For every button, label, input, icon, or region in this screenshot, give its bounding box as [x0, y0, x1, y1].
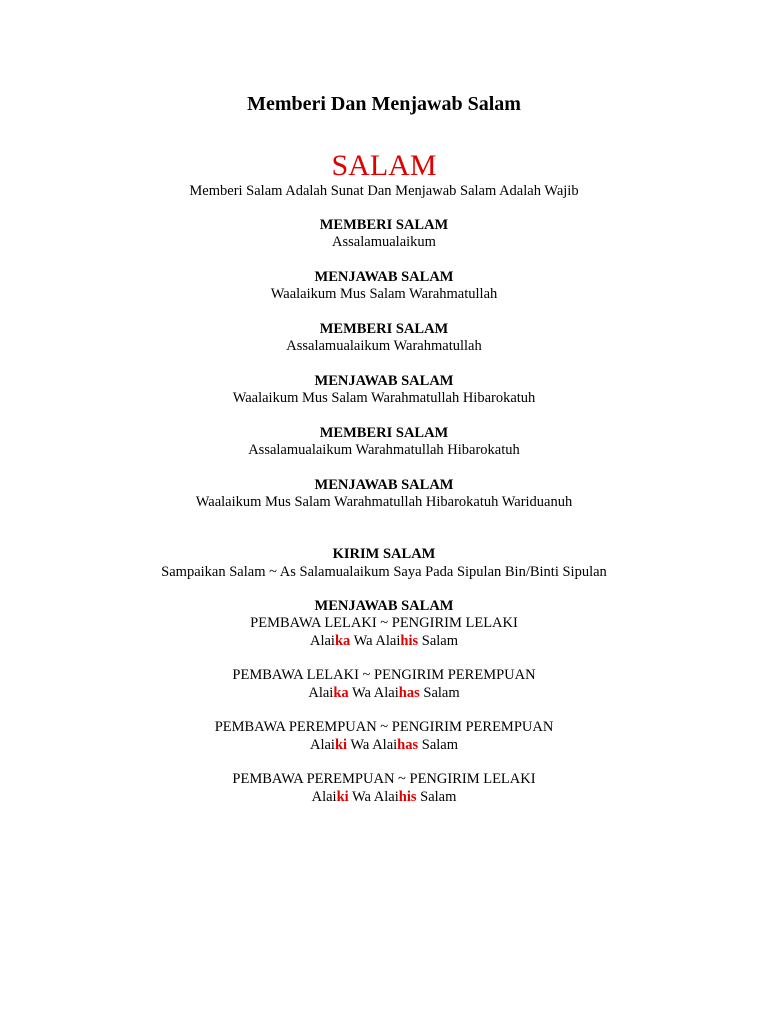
section-label: MENJAWAB SALAM	[314, 373, 454, 389]
section-text: Assalamualaikum Warahmatullah	[286, 338, 482, 354]
kirim-label: KIRIM SALAM	[332, 546, 436, 562]
section-label: MEMBERI SALAM	[319, 425, 449, 441]
pronoun-suffix: his	[400, 633, 419, 649]
pronoun-suffix: ki	[334, 737, 348, 753]
section-text: Waalaikum Mus Salam Warahmatullah Hibarokatuh	[232, 390, 536, 406]
reply-case: PEMBAWA PEREMPUAN ~ PENGIRIM LELAKI	[232, 771, 536, 787]
reply-label: MENJAWAB SALAM	[314, 598, 454, 614]
salam-heading: SALAM	[331, 149, 437, 182]
reply-formula: Alaiki Wa Alaihas Salam	[309, 737, 459, 753]
kirim-text: Sampaikan Salam ~ As Salamualaikum Saya Pada Sipulan Bin/Binti Sipulan	[161, 564, 607, 580]
reply-formula: Alaika Wa Alaihas Salam	[308, 685, 460, 701]
reply-case: PEMBAWA PEREMPUAN ~ PENGIRIM PEREMPUAN	[214, 719, 554, 735]
section-label: MENJAWAB SALAM	[314, 269, 454, 285]
reply-case: PEMBAWA LELAKI ~ PENGIRIM PEREMPUAN	[232, 667, 536, 683]
pronoun-suffix: has	[397, 737, 419, 753]
section-label: MEMBERI SALAM	[319, 217, 449, 233]
document-title: Memberi Dan Menjawab Salam	[247, 93, 521, 115]
section-label: MEMBERI SALAM	[319, 321, 449, 337]
reply-case: PEMBAWA LELAKI ~ PENGIRIM LELAKI	[250, 615, 518, 631]
section-label: MENJAWAB SALAM	[314, 477, 454, 493]
intro-text: Memberi Salam Adalah Sunat Dan Menjawab Salam Adalah Wajib	[189, 183, 579, 199]
reply-formula: Alaika Wa Alaihis Salam	[309, 633, 459, 649]
pronoun-suffix: ka	[334, 633, 351, 649]
section-text: Waalaikum Mus Salam Warahmatullah	[270, 286, 498, 302]
section-text: Assalamualaikum Warahmatullah Hibarokatuh	[248, 442, 520, 458]
section-text: Assalamualaikum	[332, 234, 436, 250]
section-text: Waalaikum Mus Salam Warahmatullah Hibarokatuh Wariduanuh	[195, 494, 573, 510]
reply-formula: Alaiki Wa Alaihis Salam	[311, 789, 457, 805]
pronoun-suffix: ki	[336, 789, 349, 805]
pronoun-suffix: ka	[333, 685, 349, 701]
pronoun-suffix: has	[398, 685, 420, 701]
pronoun-suffix: his	[398, 789, 417, 805]
